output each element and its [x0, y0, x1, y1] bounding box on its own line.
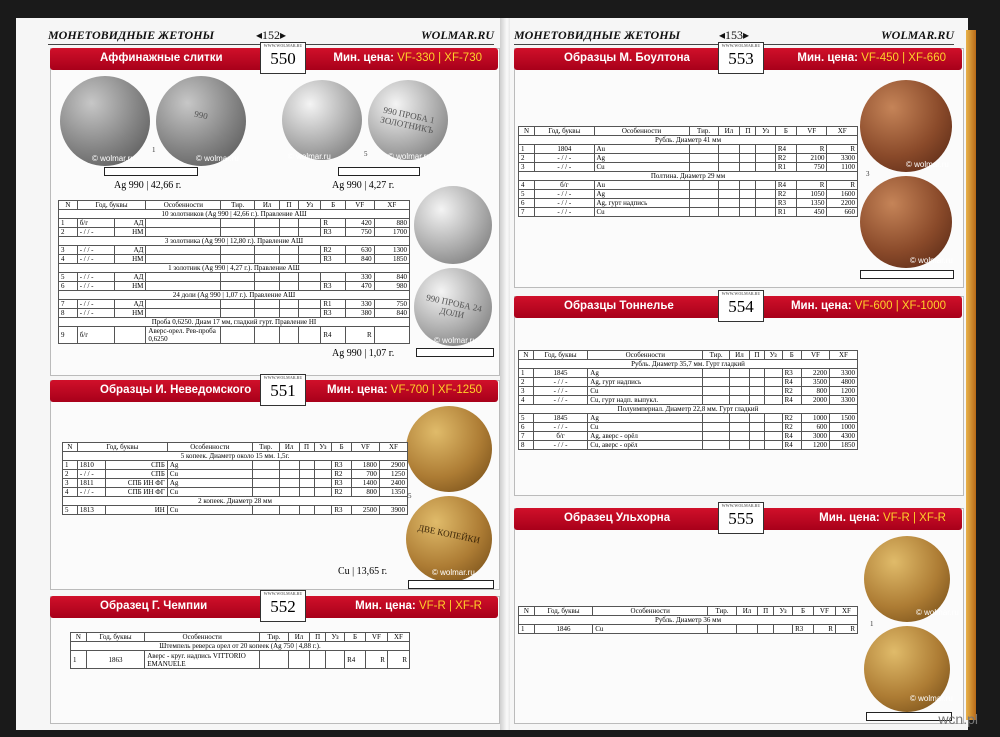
table-552-header: N Год, буквы Особенности Тир. Ил П Уз Б VF XF [71, 633, 410, 642]
table-555-header: N Год, буквы Особенности Тир. Ил П Уз Б VF XF [519, 607, 858, 616]
table-551-row: 5 1813 ИН Cu R3 2500 3900 [63, 506, 408, 515]
table-554-row: 5 1845 Ag R2 1000 1500 [519, 414, 858, 423]
coin-550-7-reverse: 990 ПРОБА 24 ДОЛИ [414, 268, 492, 346]
coin-550-5-strip [338, 167, 420, 176]
left-page [16, 18, 504, 730]
table-553-row: 5 - / / - Ag R2 1050 1600 [519, 190, 858, 199]
coin-555-number: 1 [870, 620, 874, 628]
section-552-title: Образец Г. Чемпии [100, 600, 208, 612]
section-550-price: Мин. цена: VF-330 | XF-730 [333, 52, 482, 64]
coin-553-obverse [860, 80, 952, 172]
table-553-row: 4 б/г Au R4 R R [519, 181, 858, 190]
lot-555-box: WWW.WOLMAR.RU 555 [718, 502, 764, 534]
table-554 [518, 350, 858, 450]
lot-550-number: 550 [270, 49, 296, 68]
coin-555-watermark-2: © wolmar.ru [910, 694, 953, 703]
coin-550-5-watermark-2: © wolmar.ru [388, 152, 431, 161]
table-554-row: 1 1845 Ag R3 2200 3300 [519, 369, 858, 378]
table-554-row: 6 - / / - Cu R2 600 1000 [519, 423, 858, 432]
table-550-row: 3 - / / - АД R2 630 1300 [59, 246, 410, 255]
table-552 [70, 632, 410, 669]
table-550-header: N Год, буквы Особенности Тир. Ил П Уз Б VF XF [59, 201, 410, 210]
table-554-row: 8 - / / - Cu, аверс - орёл R4 1200 1850 [519, 441, 858, 450]
table-554-row: 2 - / / - Ag, гурт надпись R4 3500 4800 [519, 378, 858, 387]
table-553-row: 6 - / / - Ag, гурт надпись R3 1350 2200 [519, 199, 858, 208]
section-553-price: Мин. цена: VF-450 | XF-660 [797, 52, 946, 64]
coin-553-watermark-2: © wolmar.ru [910, 256, 953, 265]
coin-551-watermark: © wolmar.ru [432, 568, 475, 577]
table-550-row: 6 - / / - НМ R3 470 980 [59, 282, 410, 291]
section-554-title: Образцы Тоннелье [564, 300, 674, 312]
section-555-title: Образец Ульхорна [564, 512, 671, 524]
corner-watermark: wcn.pl [938, 711, 978, 727]
coin-550-1-obverse [60, 76, 150, 166]
table-553-row: 1 1804 Au R4 R R [519, 145, 858, 154]
table-553 [518, 126, 858, 217]
coin-550-5-caption: Ag 990 | 4,27 г. [332, 180, 395, 191]
coin-551-strip [408, 580, 494, 589]
coin-550-5-watermark: © wolmar.ru [288, 152, 331, 161]
section-552-band [50, 591, 498, 618]
table-550-group: 24 доли (Ag 990 | 1,07 г.). Правление АШ [59, 291, 410, 300]
coin-550-1-strip [104, 167, 198, 176]
table-550-group: 10 золотников (Ag 990 | 42,66 г.). Правление АШ [59, 210, 410, 219]
table-551-group: 2 копеек. Диаметр 28 мм [63, 497, 408, 506]
lot-554-number: 554 [728, 297, 754, 316]
coin-550-1-watermark: © wolmar.ru [92, 154, 135, 163]
table-550-row: 2 - / / - НМ R3 750 1700 [59, 228, 410, 237]
lot-551-number: 551 [270, 381, 296, 400]
table-550-row: 4 - / / - НМ R3 840 1850 [59, 255, 410, 264]
left-header-site: WOLMAR.RU [420, 28, 494, 42]
coin-550-1-caption: Ag 990 | 42,66 г. [114, 180, 182, 191]
coin-550-7-obverse [414, 186, 492, 264]
table-553-header: N Год, буквы Особенности Тир. Ил П Уз Б VF XF [519, 127, 858, 136]
table-553-group: Рубль. Диаметр 41 мм [519, 136, 858, 145]
lot-553-number: 553 [728, 49, 754, 68]
coin-553-reverse [860, 176, 952, 268]
section-554-band [514, 291, 962, 318]
coin-550-7-caption: Ag 990 | 1,07 г. [332, 348, 395, 359]
table-550-row: 5 - / / - АД 330 840 [59, 273, 410, 282]
table-550-row: 1 б/г АД R 420 880 [59, 219, 410, 228]
section-555-price: Мин. цена: VF-R | XF-R [819, 512, 946, 524]
coin-550-1-number: 1 [152, 146, 156, 154]
table-555 [518, 606, 858, 634]
coin-550-1-reverse: 990 [156, 76, 246, 166]
coin-551-caption: Cu | 13,65 г. [338, 566, 388, 577]
table-555-row: 1 1846 Cu R3 R R [519, 625, 858, 634]
lot-552-box: WWW.WOLMAR.RU 552 [260, 590, 306, 622]
table-553-group: Полтина. Диаметр 29 мм [519, 172, 858, 181]
table-551-header: N Год, буквы Особенности Тир. Ил П Уз Б VF XF [63, 443, 408, 452]
section-550-title: Аффинажные слитки [100, 52, 223, 64]
table-551-row: 3 1811 СПБ ИН ФГ Ag R3 1400 2400 [63, 479, 408, 488]
table-550-row: 9 б/г Аверс-орел. Рев-проба 0,6250 R4 R [59, 327, 410, 344]
table-554-group: Рубль. Диаметр 35,7 мм. Гурт гладкий [519, 360, 858, 369]
table-552-row: 1 1863 Аверс - круг. надпись VITTORIO EMANUELE R4 R R [71, 651, 410, 669]
table-550-row: 8 - / / - НМ R3 380 840 [59, 309, 410, 318]
coin-551-obverse [406, 406, 492, 492]
left-header-title: МОНЕТОВИДНЫЕ ЖЕТОНЫ [48, 28, 215, 42]
section-550-band [50, 43, 498, 70]
coin-551-reverse: ДВЕ КОПЕЙКИ [406, 496, 492, 582]
section-551-price: Мин. цена: VF-700 | XF-1250 [326, 384, 482, 396]
coin-550-7-watermark: © wolmar.ru [434, 336, 477, 345]
lot-554-box: WWW.WOLMAR.RU 554 [718, 290, 764, 322]
table-555-group: Рубль. Диаметр 36 мм [519, 616, 858, 625]
table-553-row: 3 - / / - Cu R1 750 1100 [519, 163, 858, 172]
table-552-group: Штемпель реверса орел от 20 копеек (Ag 750 | 4,88 г.). [71, 642, 410, 651]
table-550 [58, 200, 410, 344]
table-550-group: Проба 0,6250. Диам 17 мм, гладкий гурт. Правление НI [59, 318, 410, 327]
coin-555-watermark: © wolmar.ru [916, 608, 959, 617]
table-550-row: 7 - / / - АД R1 330 750 [59, 300, 410, 309]
table-551-group: 5 копеек. Диаметр около 15 мм. 1,5г. [63, 452, 408, 461]
lot-552-number: 552 [270, 597, 296, 616]
section-552-price: Мин. цена: VF-R | XF-R [355, 600, 482, 612]
table-554-row: 4 - / / - Cu, гурт надп. выпукл. R4 2000 3300 [519, 396, 858, 405]
table-554-row: 3 - / / - Cu R2 800 1200 [519, 387, 858, 396]
coin-551-number: 5 [408, 492, 412, 500]
section-554-price: Мин. цена: VF-600 | XF-1000 [790, 300, 946, 312]
section-555-band [514, 503, 962, 530]
table-550-group: 1 золотник (Ag 990 | 4,27 г.). Правление АШ [59, 264, 410, 273]
coin-550-7-strip [416, 348, 494, 357]
table-551-row: 4 - / / - СПБ ИН ФГ Cu R2 800 1350 [63, 488, 408, 497]
section-551-title: Образцы И. Неведомского [100, 384, 252, 396]
lot-550-box: WWW.WOLMAR.RU 550 [260, 42, 306, 74]
lot-555-number: 555 [728, 509, 754, 528]
left-page-number: ◂152▸ [255, 28, 287, 42]
coin-550-5-number: 5 [364, 150, 368, 158]
lot-553-box: WWW.WOLMAR.RU 553 [718, 42, 764, 74]
section-553-band [514, 43, 962, 70]
right-header-title: МОНЕТОВИДНЫЕ ЖЕТОНЫ [514, 28, 681, 42]
coin-550-1-watermark-2: © wolmar.ru [196, 154, 239, 163]
coin-553-strip [860, 270, 954, 279]
table-551 [62, 442, 408, 515]
table-550-group: 3 золотника (Ag 990 | 12,80 г.). Правление АШ [59, 237, 410, 246]
section-551-band [50, 375, 498, 402]
table-554-group: Полуимпериал. Диаметр 22,8 мм. Гурт гладкий [519, 405, 858, 414]
table-551-row: 1 1810 СПБ Ag R3 1800 2900 [63, 461, 408, 470]
table-554-row: 7 б/г Ag, аверс - орёл R4 3000 4300 [519, 432, 858, 441]
coin-550-5-obverse [282, 80, 362, 160]
coin-553-watermark: © wolmar.ru [906, 160, 949, 169]
section-553-title: Образцы М. Боултона [564, 52, 690, 64]
table-551-row: 2 - / / - СПБ Cu R2 700 1250 [63, 470, 408, 479]
coin-553-number: 3 [866, 170, 870, 178]
table-553-row: 7 - / / - Cu R1 450 660 [519, 208, 858, 217]
coin-550-5-reverse: 990 ПРОБА 1 ЗОЛОТНИКЪ [368, 80, 448, 160]
book-page-edge [966, 30, 976, 720]
right-header-site: WOLMAR.RU [880, 28, 954, 42]
table-553-row: 2 - / / - Ag R2 2100 3300 [519, 154, 858, 163]
table-554-header: N Год, буквы Особенности Тир. Ил П Уз Б VF XF [519, 351, 858, 360]
lot-551-box: WWW.WOLMAR.RU 551 [260, 374, 306, 406]
right-page-number: ◂153▸ [718, 28, 750, 42]
right-page [510, 18, 968, 730]
